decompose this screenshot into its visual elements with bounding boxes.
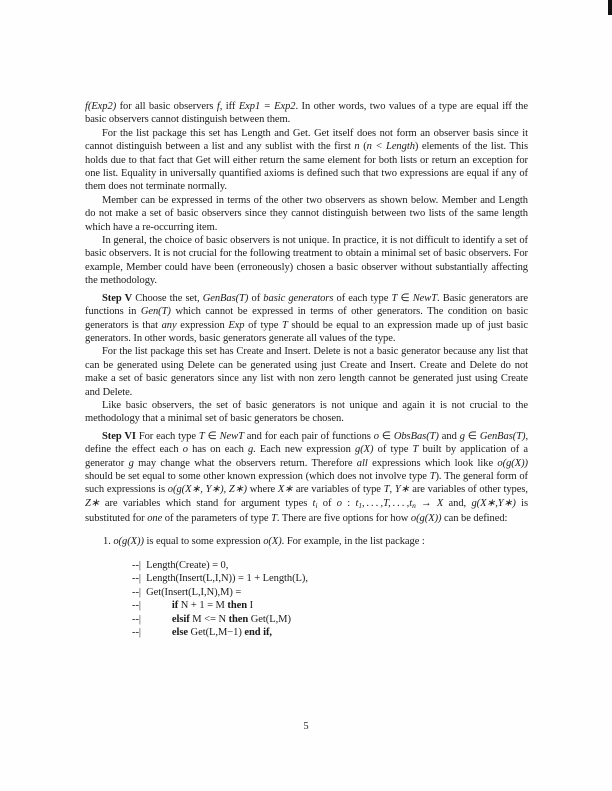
- page-body: [85, 100, 528, 639]
- paragraph: For the list package this set has Length and Get. Get itself does not form an observer basis since it cannot distinguish between a list and any sublist with the first n (n < Length) elements of the list. This holds due to that fact that Get will either return the same element for both lists or return an exception for one list. Equality in universally quantified axioms is defined such that two expressions are equal if any of them does not terminate normally.: [85, 127, 528, 193]
- code-line: --| Get(Insert(L,I,N),M) =: [132, 586, 242, 598]
- code-line: --| elsif M <= N then Get(L,M): [132, 613, 291, 625]
- paragraph: Member can be expressed in terms of the other two observers as shown below. Member and Length do not make a set of basic observers since they cannot distinguish between two lists of the same length which have a re-occurring item.: [85, 194, 528, 233]
- code-line: --| if N + 1 = M then I: [132, 600, 254, 612]
- options-list: [85, 535, 528, 548]
- scan-artifact-mark: [608, 0, 612, 15]
- paragraph: Step VI For each type T ∈ NewT and for each pair of functions o ∈ ObsBas(T) and g ∈ GenBas(T), define the effect each o has on each g. Each new expression g(X) of type T built by application of a generator g may change what the observers return. Therefore all expressions which look like o(g(X)) should be set equal to some other known expression (which does not involve type T). The general form of such expressions is o(g(X∗, Y∗), Z∗) where X∗ are variables of type T, Y∗ are variables of other types, Z∗ are variables which stand for argument types $t_i$ of o : $t_1$, . . . ,T, . . . $,t_n \to X$ and, g(X∗,Y∗) is substituted for one of the parameters of type T. There are five options for how o(g(X)) can be defined:: [85, 430, 529, 525]
- paragraph: f(Exp2) for all basic observers f, iff Exp1 = Exp2. In other words, two values of a type are equal iff the basic observers cannot distinguish between them.: [85, 101, 528, 126]
- page-number: 5: [303, 721, 309, 732]
- paragraph: Like basic observers, the set of basic generators is not unique and again it is not crucial to the methodology that a minimal set of basic generators be chosen.: [85, 399, 528, 425]
- paragraph: Step V Choose the set, GenBas(T) of basic generators of each type T ∈ NewT. Basic generators are functions in Gen(T) which cannot be expressed in terms of other generators. The condition on basic generators is that any expression Exp of type T should be equal to an expression made up of just basic generators. In other words, basic generators generate all values of the type.: [85, 292, 529, 344]
- code-line: --| Length(Insert(L,I,N)) = 1 + Length(L),: [132, 573, 308, 585]
- body-paragraphs: [85, 100, 528, 526]
- paragraph: In general, the choice of basic observers is not unique. In practice, it is not difficult to identify a set of basic observers. It is not crucial for the following treatment to obtain a minimal set of basic observers. For example, Member could have been (erroneously) chosen a basic observer without substantially affecting the methodology.: [85, 235, 528, 287]
- numbered-list-item: 1. o(g(X)) is equal to some expression o(X). For example, in the list package :: [103, 535, 425, 547]
- code-line: --| Length(Create) = 0,: [132, 560, 229, 571]
- paragraph: For the list package this set has Create and Insert. Delete is not a basic generator because any list that can be generated using Delete can be generated using just Create and Insert. Create and Delete do not make a set of basic generators since any list with non zero length cannot be generated just using Create and Delete.: [85, 346, 528, 398]
- code-line: --| else Get(L,M−1) end if,: [132, 627, 272, 639]
- code-listing: [85, 559, 528, 639]
